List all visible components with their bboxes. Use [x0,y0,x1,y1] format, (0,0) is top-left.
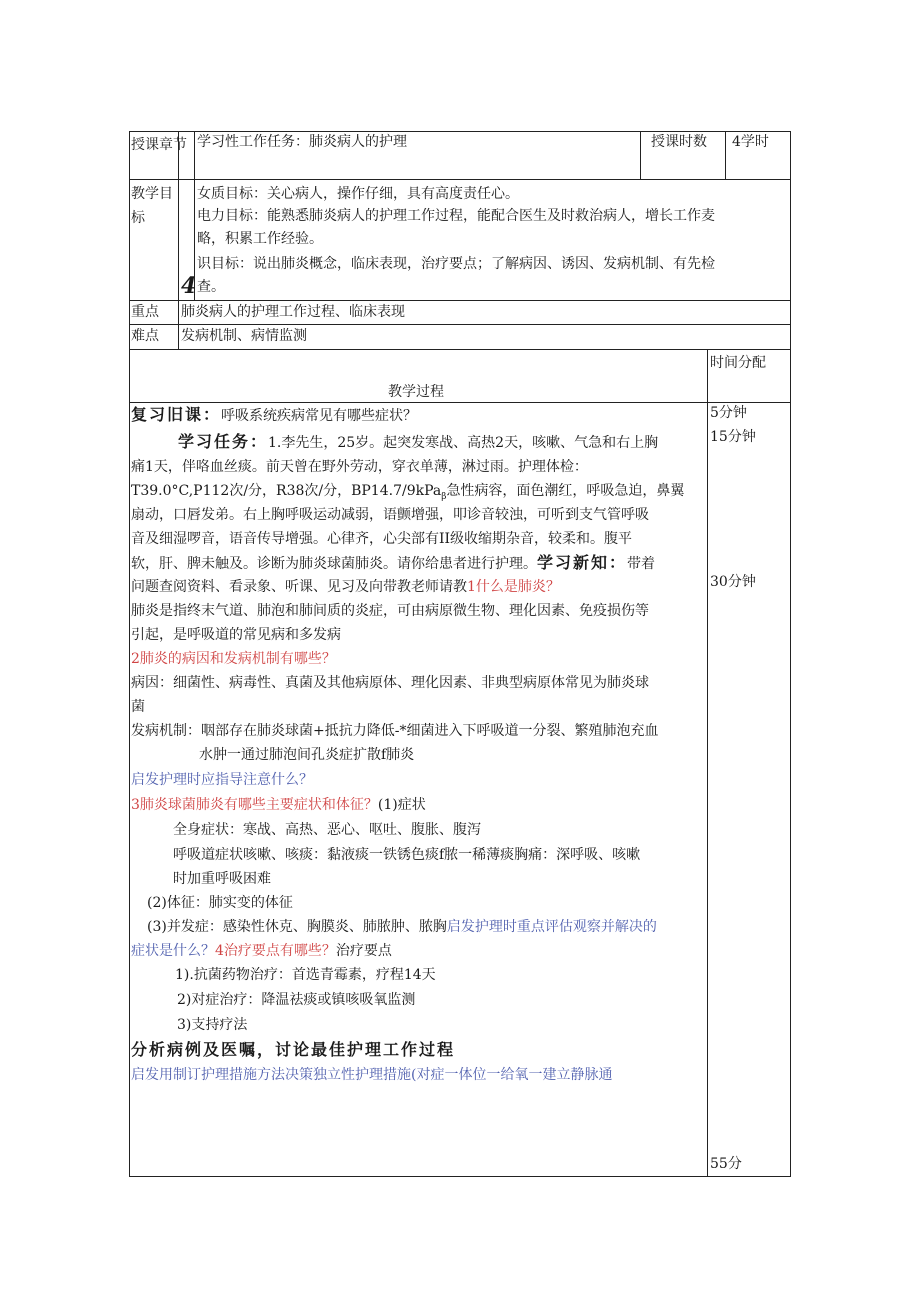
chapter-label: 授课章节 [131,137,187,153]
question-1: 1什么是肺炎？ [467,579,560,595]
objectives-label: 教学目 [131,186,173,202]
treatment-item: 1).抗菌药物治疗：首选青霉素，疗程14天 [175,967,436,983]
case-vitals-line [131,481,684,507]
objective-line: 查。 [197,279,225,295]
question-3: 3肺炎球菌肺炎有哪些主要症状和体征？ [131,797,378,813]
task-line [178,432,658,453]
treatment-heading: 治疗要点 [335,943,392,959]
col-border [129,131,130,1177]
case-line-last [131,553,655,574]
definition-line: 引起，是呼吸道的常见病和多发病 [131,627,341,643]
difficulty-value: 发病机制、病情监测 [181,328,307,344]
hint-2-cont: 症状是什么？ [131,943,215,959]
question-4-line [131,941,392,961]
col-border [790,131,791,1177]
review-text: 呼吸系统疾病常见有哪些症状？ [221,408,418,424]
case-vitals-rest: 急性病容，面色潮红，呼吸急迫，鼻翼 [446,483,685,499]
complications-line [147,917,657,937]
case-text: 软，肝、脾未触及。诊断为肺炎球菌肺炎。请你给患者进行护理。 [131,556,537,572]
cause-line: 菌 [131,699,145,715]
treatment-item: 3)支持疗法 [177,1017,248,1033]
new-knowledge-text: 带着 [627,556,656,572]
col-border [640,131,641,179]
review-label: 复习旧课： [131,405,222,424]
col-border [725,131,726,179]
cause-line: 病因：细菌性、病毒性、真菌及其他病原体、理化因素、非典型病原体常见为肺炎球 [131,675,649,691]
respiratory-symptoms: 时加重呼吸困难 [173,871,271,887]
row-border [129,1176,791,1177]
treatment-item: 2)对症治疗：降温祛痰或镇咳吸氧监测 [177,992,416,1008]
key-point-value: 肺炎病人的护理工作过程、临床表现 [181,304,405,320]
case-line: 扇动，口唇发弟。右上胸呼吸运动减弱，语颤增强，叩诊音较浊，可听到支气管呼吸 [131,507,649,523]
question-4: 4治疗要点有哪些？ [215,943,336,959]
time-header: 时间分配 [710,355,766,371]
case-line: 音及细湿啰音，语音传导增强。心律齐，心尖部有II级收缩期杂音，较柔和。腹平 [131,531,633,547]
complications: (3)并发症：感染性休克、胸膜炎、肺脓肿、脓胸 [147,919,447,935]
hint-2: 启发护理时重点评估观察并解决的 [446,919,657,935]
question-1-lead: 问题查阅资料、看录象、听课、见习及向带教老师请教 [131,579,467,595]
objective-line: 女质目标：关心病人，操作仔细，具有高度责任心。 [197,186,519,202]
row-border [129,349,791,350]
case-line: 痛1天，伴咯血丝痰。前天曾在野外劳动，穿衣单薄，淋过雨。护理体检： [131,459,588,475]
row-border [129,179,791,180]
hint-3: 启发用制订护理措施方法决策独立性护理措施(对症一体位一给氧一建立静脉通 [131,1067,613,1083]
col-border [707,349,708,1176]
difficulty-label: 难点 [131,328,159,344]
mechanism-line: 发病机制：咽部存在肺炎球菌+抵抗力降低-*细菌进入下呼吸道一分裂、繁殖肺泡充血 [131,723,659,739]
time-value: 55分 [710,1156,742,1172]
question-3-line [131,795,426,815]
new-knowledge-label: 学习新知： [537,553,628,572]
respiratory-symptoms: 呼吸道症状咳嗽、咳痰：黏液痰一铁锈色痰f脓一稀薄痰胸痛：深呼吸、咳嗽 [173,847,641,863]
question-1-line [131,577,560,597]
objectives-marker: 4 [181,273,197,299]
row-border [129,300,791,301]
time-value: 15分钟 [710,429,756,445]
hint-1: 启发护理时应指导注意什么？ [131,772,313,788]
symptoms-heading: (1)症状 [377,797,426,813]
bp-subscript: β [441,491,447,502]
objective-line: 略，积累工作经验。 [197,231,323,247]
question-2: 2肺炎的病因和发病机制有哪些？ [131,651,336,667]
definition-line: 肺炎是指终末气道、肺泡和肺间质的炎症，可由病原微生物、理化因素、免疫损伤等 [131,603,649,619]
process-title: 教学过程 [388,384,444,400]
objectives-label-2: 标 [131,210,145,226]
case-vitals: T39.0°C,P112次/分，R38次/分，BP14.7/9kPa [131,483,442,499]
analysis-heading: 分析病例及医嘱，讨论最佳护理工作过程 [131,1040,456,1059]
task-text: 1.李先生，25岁。起突发寒战、高热2天，咳嗽、气急和右上胸 [268,435,659,451]
objective-line: 电力目标：能熟悉肺炎病人的护理工作过程，能配合医生及时救治病人，增长工作麦 [197,208,715,224]
hours-value: 4学时 [732,134,769,150]
time-value: 5分钟 [710,405,747,421]
signs: (2)体征：肺实变的体征 [147,895,293,911]
task-label: 学习任务： [178,432,269,451]
review-line [131,405,417,426]
chapter-value: 学习性工作任务：肺炎病人的护理 [197,134,407,150]
row-border [129,324,791,325]
hours-label: 授课时数 [651,134,707,150]
key-point-label: 重点 [131,304,159,320]
time-value: 30分钟 [710,574,756,590]
row-border [129,402,791,403]
mechanism-line: 水肿一通过肺泡间孔炎症扩散f肺炎 [199,747,415,763]
systemic-symptoms: 全身症状：寒战、高热、恶心、呕吐、腹胀、腹泻 [173,822,481,838]
col-border [178,131,179,349]
objective-line: 识目标：说出肺炎概念，临床表现，治疗要点；了解病因、诱因、发病机制、有先检 [197,256,715,272]
